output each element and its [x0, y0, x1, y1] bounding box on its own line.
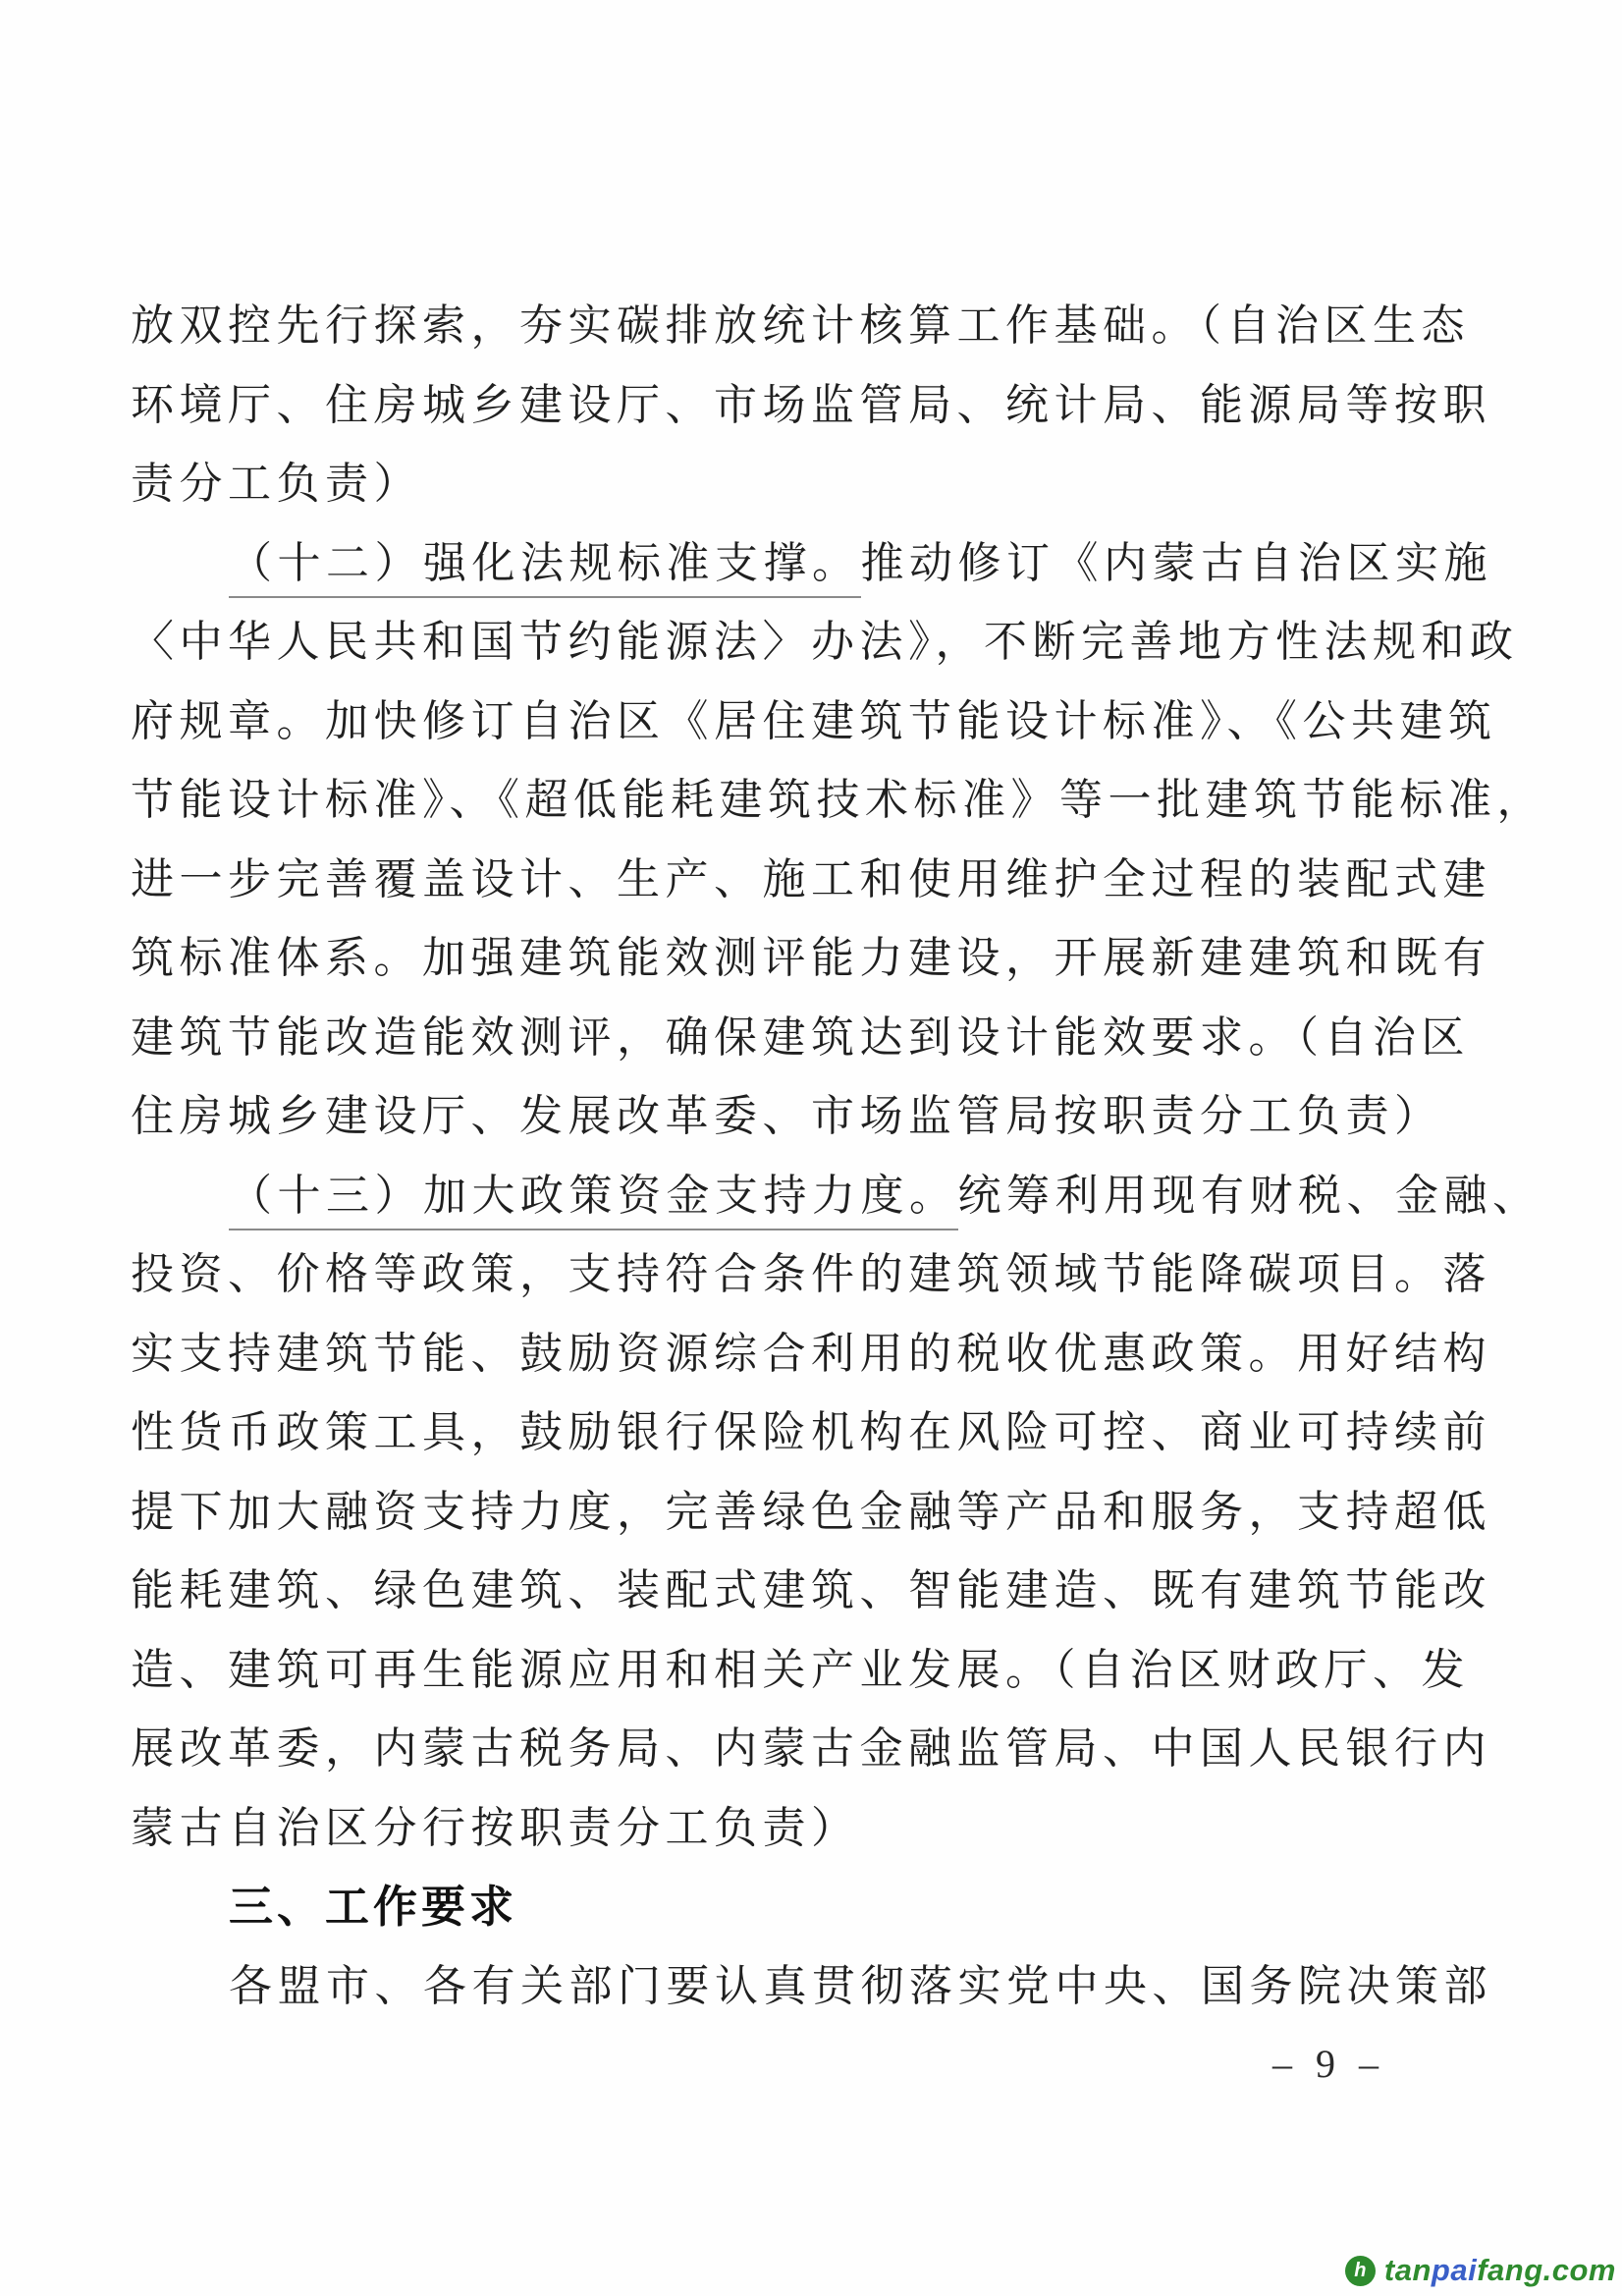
text-segment: 住房城乡建设厅、发展改革委、市场监管局按职责分工负责） [131, 1092, 1443, 1140]
text-line [131, 366, 1505, 446]
text-line [131, 1235, 1505, 1315]
text-segment: 建筑节能改造能效测评，确保建筑达到设计能效要求。（自治区 [131, 1012, 1470, 1062]
text-line [131, 683, 1505, 762]
watermark-text-part: tan [1383, 2253, 1432, 2287]
text-segment: 统筹利用现有财税、金融、 [957, 1171, 1541, 1220]
text-segment: 推动修订《内蒙古自治区实施 [860, 538, 1492, 587]
underlined-text-segment: （十三）加大政策资金支持力度。 [229, 1172, 958, 1230]
text-segment: 府规章。加快修订自治区《居住建筑节能设计标准》、《公共建筑 [131, 696, 1497, 745]
text-line [131, 999, 1505, 1078]
text-line [131, 1077, 1505, 1157]
underlined-text-segment: （十二）强化法规标准支撑。 [229, 539, 861, 598]
watermark-text-part: fang.com [1477, 2253, 1616, 2287]
text-line [131, 1710, 1505, 1789]
text-line [131, 761, 1545, 841]
text-segment: 提下加大融资支持力度，完善绿色金融等产品和服务，支持超低 [131, 1487, 1491, 1536]
text-line [131, 445, 1505, 524]
text-segment: 投资、价格等政策，支持符合条件的建筑领域节能降碳项目。落 [131, 1250, 1491, 1298]
text-line [131, 1473, 1505, 1553]
text-line [131, 1631, 1505, 1711]
document-text-block [131, 287, 1545, 2026]
page-number: – 9 – [1272, 2042, 1385, 2086]
text-segment: 蒙古自治区分行按职责分工负责） [131, 1803, 860, 1852]
text-segment: 〈中华人民共和国节约能源法〉办法》，不断完善地方性法规和政 [131, 618, 1519, 666]
text-segment: 责分工负责） [131, 460, 422, 508]
text-line [131, 1947, 1505, 2027]
text-segment: 性货币政策工具，鼓励银行保险机构在风险可控、商业可持续前 [131, 1408, 1491, 1456]
text-line [131, 603, 1519, 683]
text-segment: 筑标准体系。加强建筑能效测评能力建设，开展新建建筑和既有 [131, 934, 1491, 982]
text-segment: 能耗建筑、绿色建筑、装配式建筑、智能建造、既有建筑节能改 [131, 1566, 1491, 1614]
watermark-text [1384, 2253, 1616, 2288]
section-heading [131, 1868, 1505, 1947]
tanpaifang-logo-icon: h [1345, 2256, 1376, 2286]
text-line [131, 919, 1505, 999]
text-line [131, 1552, 1505, 1631]
text-segment: 造、建筑可再生能源应用和相关产业发展。（自治区财政厅、发 [131, 1645, 1470, 1694]
text-segment: 节能设计标准》、《超低能耗建筑技术标准》等一批建筑节能标准， [131, 776, 1545, 824]
text-line [131, 1394, 1505, 1473]
watermark-text-part: pai [1431, 2253, 1478, 2287]
text-segment: 放双控先行探索，夯实碳排放统计核算工作基础。（自治区生态 [131, 301, 1470, 350]
text-line [131, 841, 1505, 920]
text-segment: 三、工作要求 [229, 1882, 518, 1932]
text-line [131, 287, 1505, 366]
text-segment: 展改革委，内蒙古税务局、内蒙古金融监管局、中国人民银行内 [131, 1724, 1491, 1773]
text-segment: 实支持建筑节能、鼓励资源综合利用的税收优惠政策。用好结构 [131, 1329, 1491, 1378]
text-segment: 环境厅、住房城乡建设厅、市场监管局、统计局、能源局等按职 [131, 380, 1491, 429]
watermark [1345, 2253, 1616, 2288]
text-line [131, 1315, 1505, 1394]
text-line [131, 1789, 1505, 1869]
text-line [131, 524, 1505, 604]
text-segment: 进一步完善覆盖设计、生产、施工和使用维护全过程的装配式建 [131, 854, 1491, 903]
text-line [131, 1157, 1541, 1236]
text-segment: 各盟市、各有关部门要认真贯彻落实党中央、国务院决策部 [229, 1961, 1492, 2010]
